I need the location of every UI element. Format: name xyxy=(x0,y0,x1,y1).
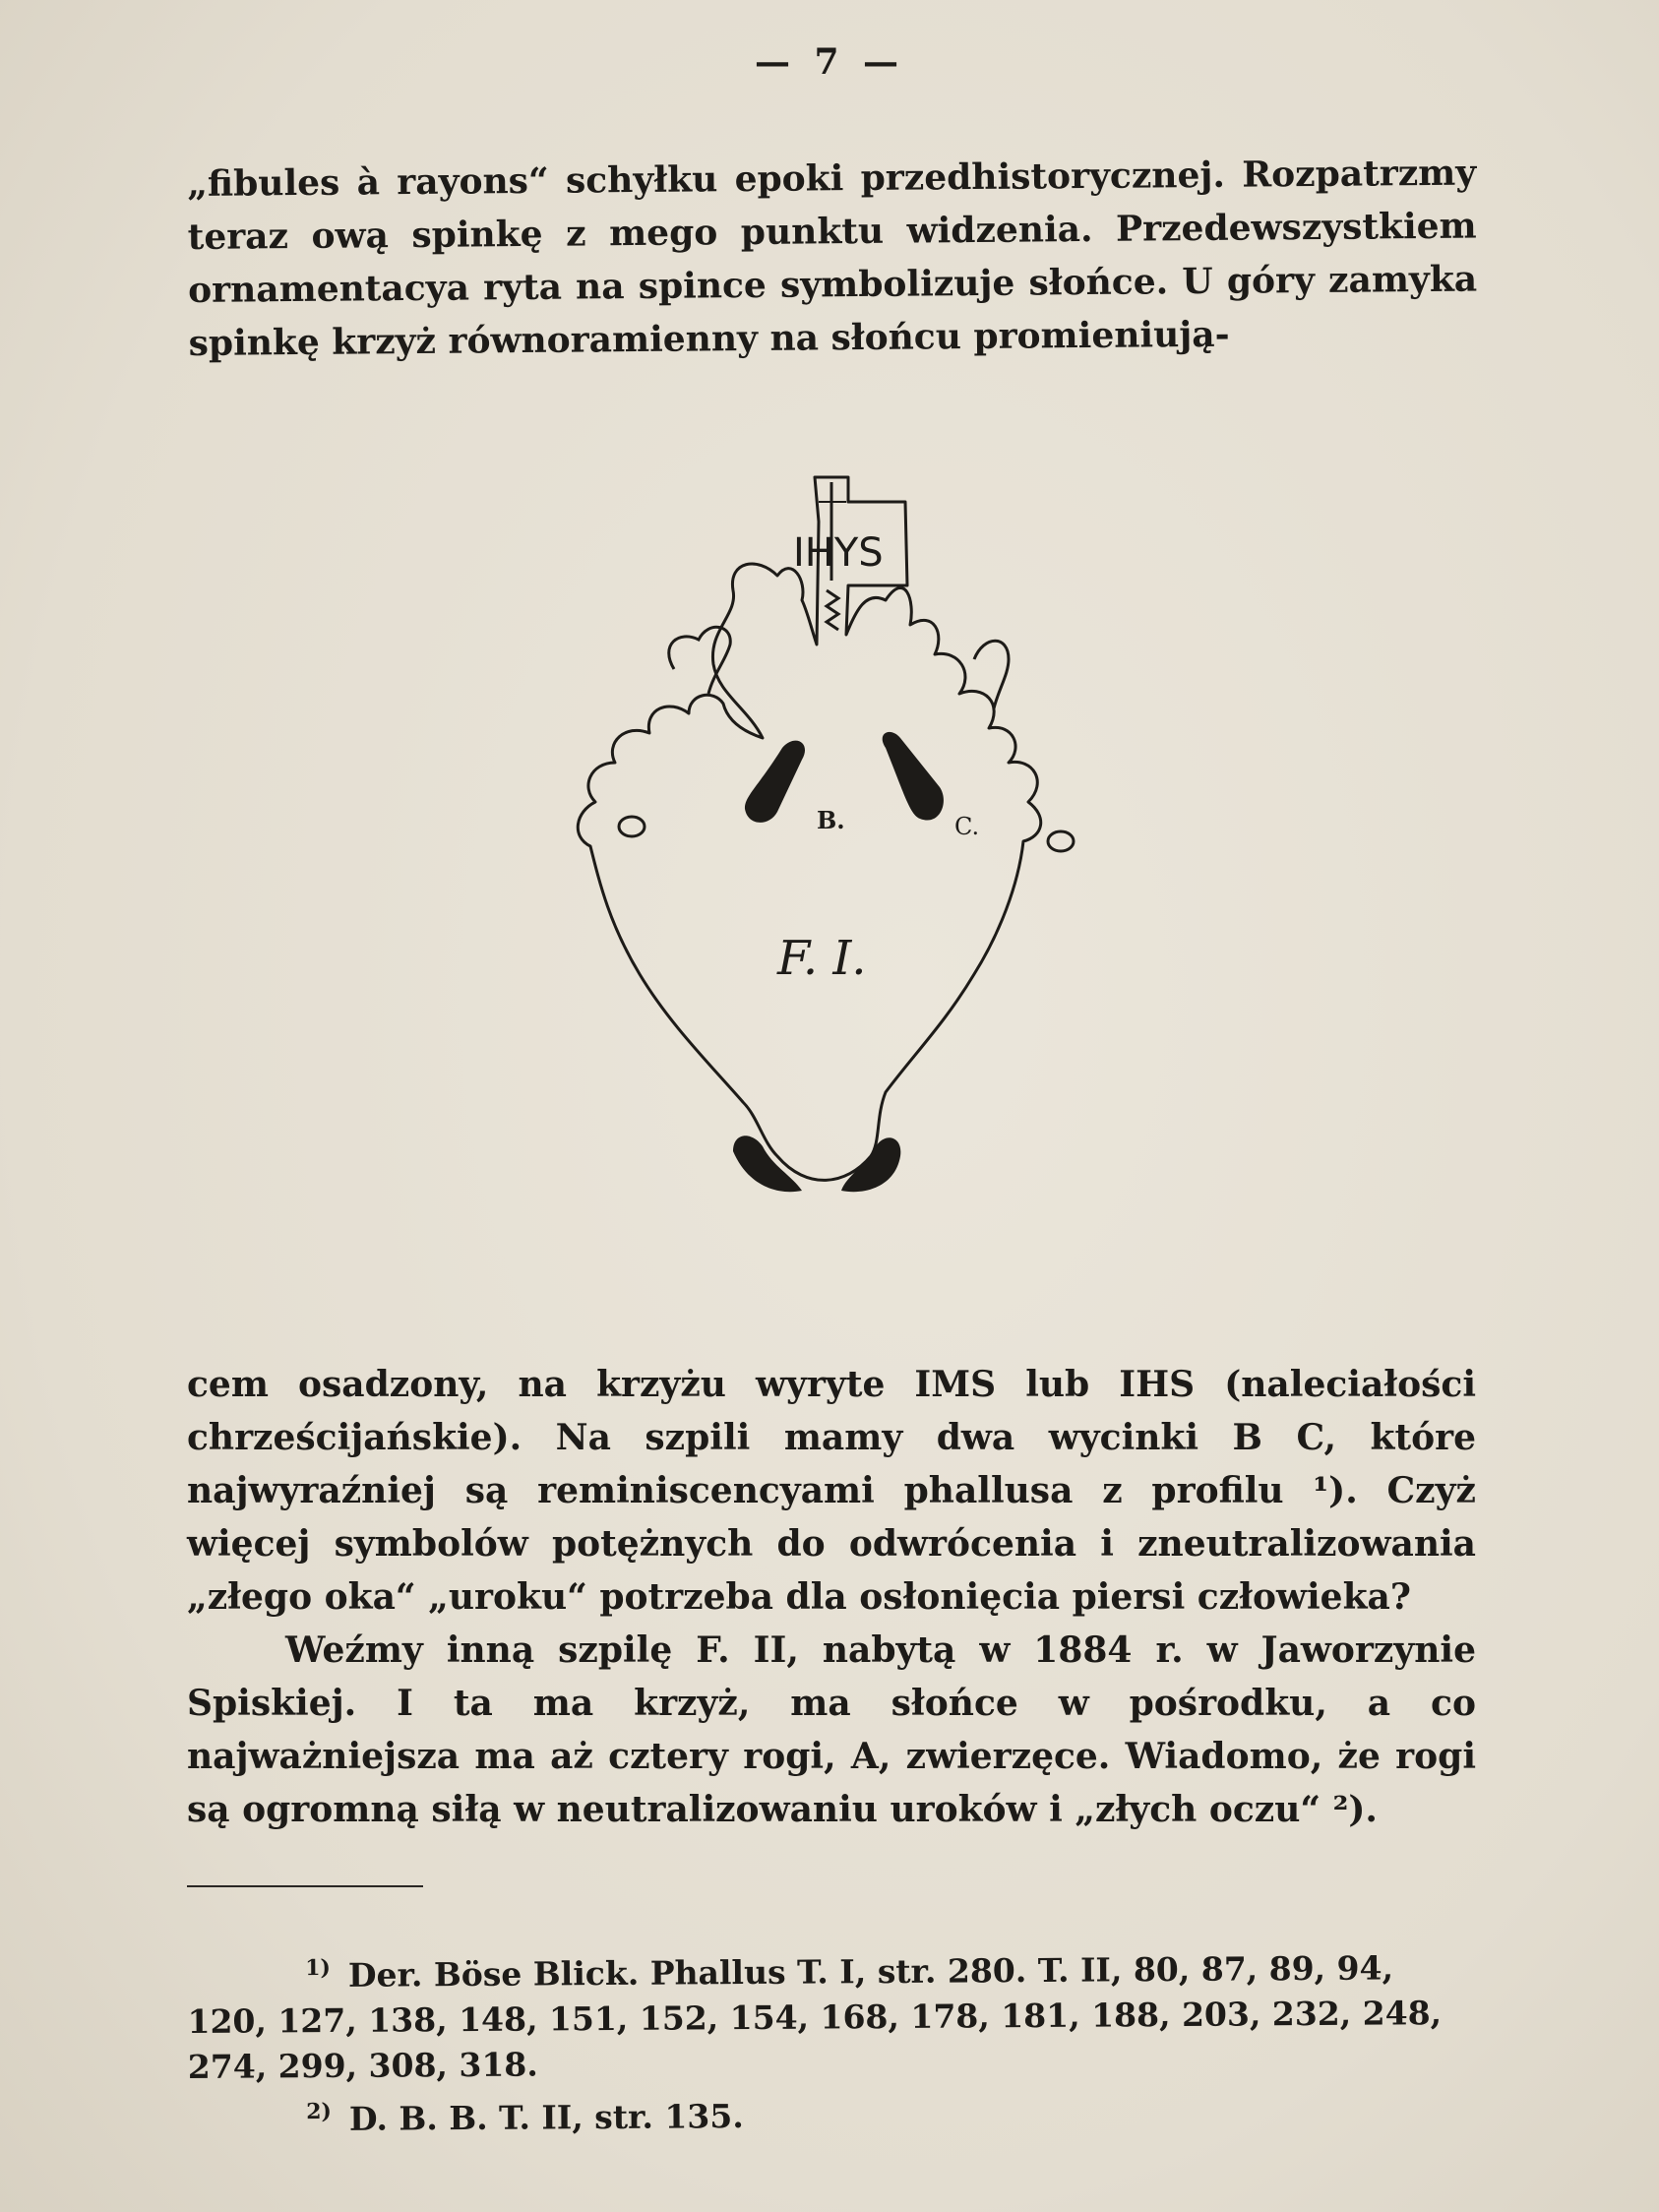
mark-b-label: B. xyxy=(817,806,845,834)
footnote-2 xyxy=(188,2081,1457,2143)
top-paragraph-block xyxy=(187,147,1478,370)
page-number: — 7 — xyxy=(754,41,905,83)
mark-b-shape xyxy=(745,741,805,823)
left-circle xyxy=(619,817,645,836)
mark-c-label: C. xyxy=(954,813,980,840)
cross-stem-zigzag xyxy=(827,590,838,630)
footnote-text: Der. Böse Blick. Phallus T. I, str. 280. T. II, 80, 87, 89, 94, 120, 127, 138, 148, 151, 152, 154, 168, 178, 181, 188, 203, 232, 248, 274, 299, 308, 318. xyxy=(187,1948,1443,2086)
bottom-right-horn xyxy=(841,1137,900,1192)
figure-label: F. I. xyxy=(777,931,867,986)
body-text-block xyxy=(187,1358,1476,1836)
footnote-marker: 1) xyxy=(305,1954,331,1982)
body-paragraph-1: cem osadzony, na krzyżu wyryte IMS lub IHS (naleciałości chrześcijańskie). Na szpili mamy dwa wycinki B C, które najwyraźniej są reminiscencyami phallusa z profilu ¹). Czyż więcej symbolów potężnych do odwrócenia i zneutralizowania „złego oka“ „uroku“ potrzeba dla osłonięcia piersi człowieka? xyxy=(187,1364,1476,1618)
footnote-marker: 2) xyxy=(306,2098,332,2125)
top-paragraph: „fibules à rayons“ schyłku epoki przedhistorycznej. Rozpatrzmy teraz ową spinkę z mego punktu widzenia. Przedewszystkiem ornamentacya ryta na spince symbolizuje słońce. U góry zamyka spinkę krzyż równoramienny na słońcu promieniują- xyxy=(187,152,1478,364)
footnote-text: D. B. B. T. II, str. 135. xyxy=(348,2097,744,2138)
right-circle xyxy=(1048,831,1074,851)
mark-c-shape xyxy=(883,732,944,821)
footnotes xyxy=(187,1937,1457,2143)
cross-label: IHYS xyxy=(793,530,884,576)
footnote-1 xyxy=(187,1937,1457,2090)
footnote-divider xyxy=(187,1885,423,1887)
brooch-figure xyxy=(512,462,1161,1230)
body-paragraph-2: Weźmy inną szpilę F. II, nabytą w 1884 r. w Jaworzynie Spiskiej. I ta ma krzyż, ma słońce w pośrodku, a co najważniejsza ma aż cztery rogi, A, zwierzęce. Wiadomo, że rogi są ogromną siłą w neutralizowaniu uroków i „złych oczu“ ²). xyxy=(187,1629,1476,1830)
sun-ray-right xyxy=(974,641,1009,708)
